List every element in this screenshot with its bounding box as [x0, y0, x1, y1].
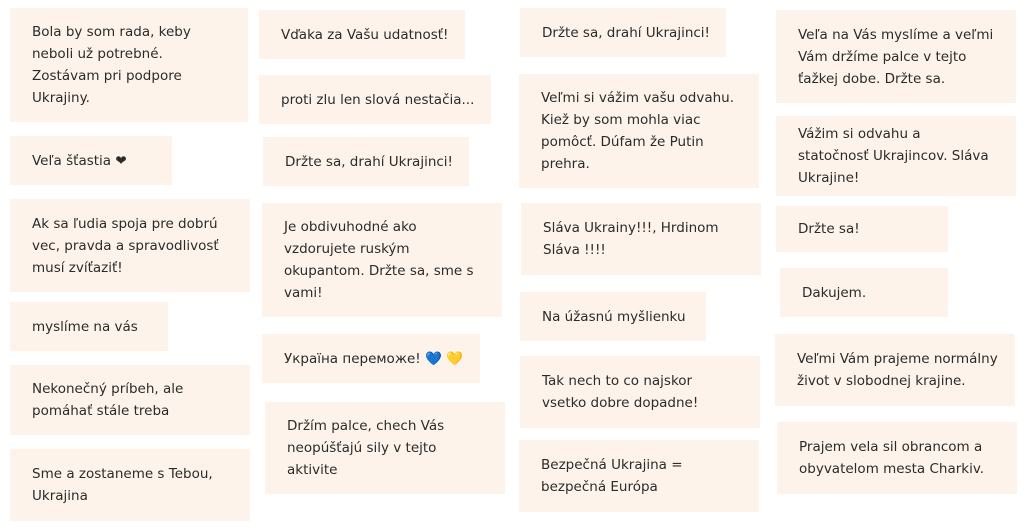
message-card[interactable]: [10, 449, 250, 521]
message-text: Bola by som rada, keby neboli už potrebné. Zostávam pri podpore Ukrajiny.: [32, 24, 191, 106]
message-card[interactable]: [776, 116, 1016, 196]
message-card[interactable]: [262, 334, 480, 383]
message-card[interactable]: [265, 402, 505, 494]
message-text: Držím palce, chech Vás neopúšťajú sily v tejto aktivite: [287, 418, 445, 478]
message-text: proti zlu len slová nestačia...: [281, 91, 475, 108]
message-text: Držte sa!: [798, 221, 860, 237]
message-text: Veľmi si vážim vašu odvahu. Kiež by som mohla viac pomôcť. Dúfam že Putin prehra.: [541, 90, 735, 172]
message-text: Veľa šťastia ❤: [32, 152, 127, 169]
message-text: Vďaka za Vašu udatnosť!: [281, 26, 449, 43]
message-text: Na úžasnú myšlienku: [542, 308, 686, 325]
message-card[interactable]: [780, 268, 948, 317]
message-card[interactable]: [10, 365, 250, 435]
message-card[interactable]: [263, 137, 469, 186]
message-text: Je obdivuhodné ako vzdorujete ruským okupantom. Držte sa, sme s vami!: [284, 219, 474, 301]
message-card[interactable]: [519, 74, 759, 188]
message-card[interactable]: [10, 8, 248, 122]
message-text: Nekonečný príbeh, ale pomáhať stále treba: [32, 381, 184, 419]
message-card[interactable]: [259, 10, 465, 59]
message-card[interactable]: [520, 292, 706, 341]
message-card[interactable]: [520, 8, 726, 57]
message-text: Sme a zostaneme s Tebou, Ukrajina: [32, 466, 213, 504]
message-text: Sláva Ukrainy!!!, Hrdinom Sláva !!!!: [543, 220, 719, 258]
message-text: Vážim si odvahu a statočnosť Ukrajincov. Sláva Ukrajine!: [798, 126, 989, 186]
message-card[interactable]: [520, 356, 760, 428]
message-card[interactable]: [10, 136, 172, 185]
message-card[interactable]: [777, 422, 1017, 494]
message-text: Prajem vela sil obrancom a obyvatelom mesta Charkiv.: [799, 439, 985, 477]
message-text: Držte sa, drahí Ukrajinci!: [542, 24, 710, 41]
message-card[interactable]: [259, 75, 491, 124]
message-card[interactable]: [775, 334, 1015, 406]
message-card[interactable]: [10, 199, 250, 292]
message-text: Tak nech to co najskor vsetko dobre dopadne!: [542, 373, 699, 411]
message-card[interactable]: [10, 302, 168, 351]
message-text: Veľa na Vás myslíme a veľmi Vám držíme palce v tejto ťažkej dobe. Držte sa.: [798, 26, 994, 87]
message-card[interactable]: [519, 440, 759, 512]
message-text: Ak sa ľudia spoja pre dobrú vec, pravda a spravodlivosť musí zvíťaziť!: [32, 215, 219, 276]
message-text: myslíme na vás: [32, 318, 138, 335]
message-card[interactable]: [521, 203, 761, 275]
message-text: Dakujem.: [802, 284, 867, 301]
message-text: Україна переможе! 💙 💛: [284, 350, 463, 367]
message-card[interactable]: [776, 206, 948, 252]
message-text: Veľmi Vám prajeme normálny život v slobodnej krajine.: [797, 351, 998, 389]
message-text: Držte sa, drahí Ukrajinci!: [285, 153, 453, 170]
message-card[interactable]: [262, 203, 502, 317]
message-text: Bezpečná Ukrajina = bezpečná Európa: [541, 457, 683, 495]
message-card[interactable]: [776, 10, 1016, 103]
